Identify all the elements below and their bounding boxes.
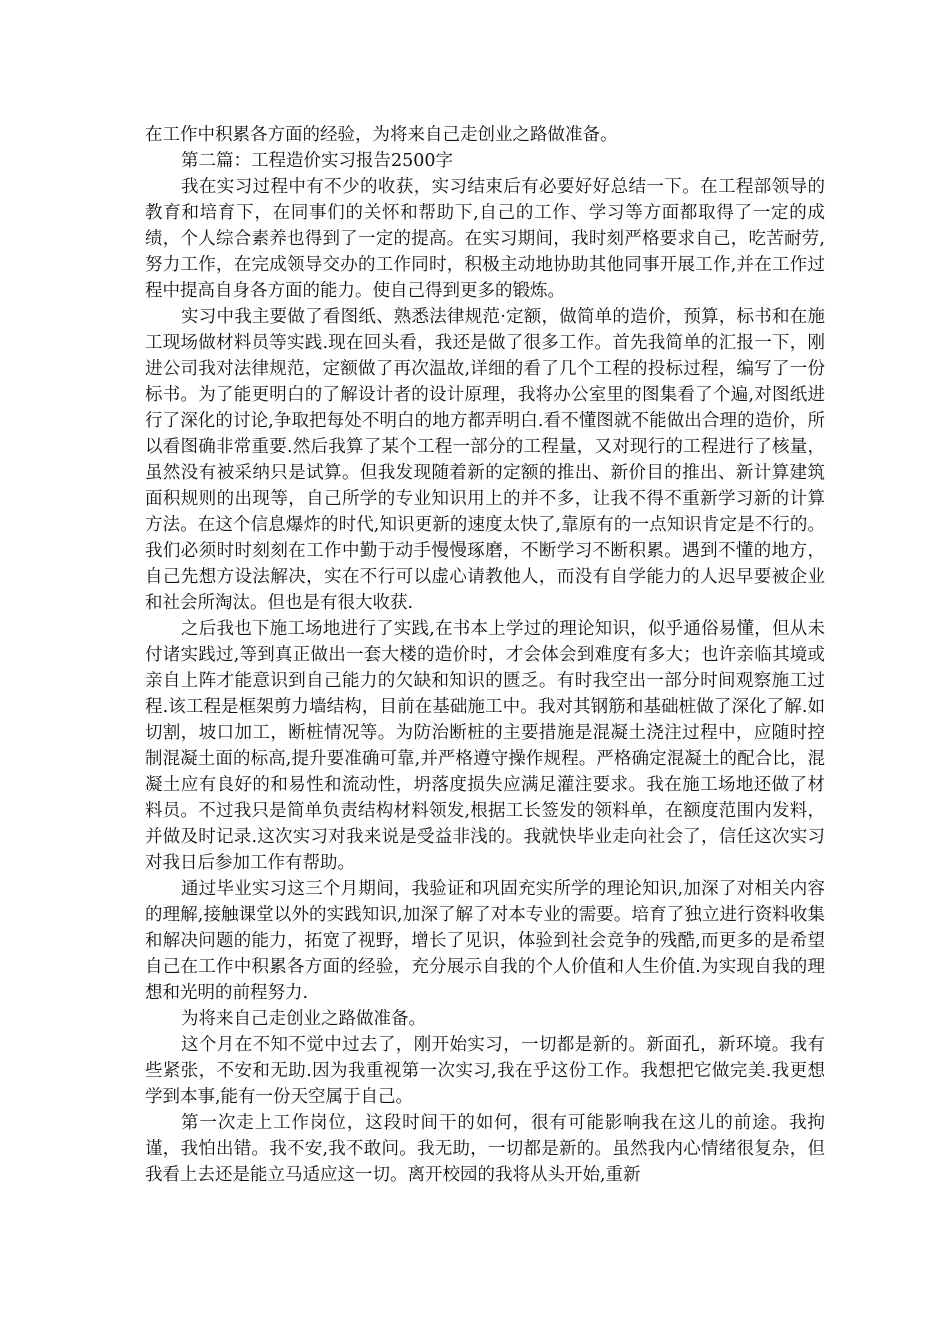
paragraph-3: 我在实习过程中有不少的收获，实习结束后有必要好好总结一下。在工程部领导的教育和培育下，在同事们的关怀和帮助下,自己的工作、学习等方面都取得了一定的成绩，个人综合素养也得到了一定的提高。在实习期间，我时刻严格要求自己，吃苦耐劳,努力工作，在完成领导交办的工作同时，积极主动地协助其他同事开展工作,并在工作过程中提高自身各方面的能力。使自己得到更多的锻炼。 bbox=[145, 177, 825, 301]
paragraph-1: 在工作中积累各方面的经验，为将来自己走创业之路做准备。 bbox=[145, 125, 618, 145]
paragraph-5: 之后我也下施工场地进行了实践,在书本上学过的理论知识，似乎通俗易懂，但从未付诸实践过,等到真正做出一套大楼的造价时，才会体会到难度有多大；也许亲临其境或亲自上阵才能意识到自己能力的欠缺和知识的匮乏。有时我空出一部分时间观察施工过程.该工程是框架剪力墙结构，目前在基础施工中。我对其钢筋和基础桩做了深化了解.如切割，坡口加工，断桩情况等。为防治断桩的主要措施是混凝土浇注过程中，应随时控制混凝土面的标高,提升要准确可靠,并严格遵守操作规程。严格确定混凝土的配合比，混凝土应有良好的和易性和流动性，坍落度损失应满足灌注要求。我在施工场地还做了材料员。不过我只是简单负责结构材料领发,根据工长签发的领料单，在额度范围内发料，并做及时记录.这次实习对我来说是受益非浅的。我就快毕业走向社会了，信任这次实习对我日后参加工作有帮助。 bbox=[145, 619, 825, 873]
paragraph-4: 实习中我主要做了看图纸、熟悉法律规范·定额，做简单的造价，预算，标书和在施工现场做材料员等实践.现在回头看，我还是做了很多工作。首先我简单的汇报一下，刚进公司我对法律规范，定额做了再次温故,详细的看了几个工程的投标过程，编写了一份标书。为了能更明白的了解设计者的设计原理，我将办公室里的图集看了个遍,对图纸进行了深化的讨论,争取把每处不明白的地方都弄明白.看不懂图就不能做出合理的造价，所以看图确非常重要.然后我算了某个工程一部分的工程量，又对现行的工程进行了核量，虽然没有被采纳只是试算。但我发现随着新的定额的推出、新价目的推出、新计算建筑面积规则的出现等，自己所学的专业知识用上的并不多，让我不得不重新学习新的计算方法。在这个信息爆炸的时代,知识更新的速度太快了,靠原有的一点知识肯定是不行的。我们必须时时刻刻在工作中勤于动手慢慢琢磨，不断学习不断积累。遇到不懂的地方，自己先想方设法解决，实在不行可以虚心请教他人，而没有自学能力的人迟早要被企业和社会所淘汰。但也是有很大收获. bbox=[145, 307, 825, 613]
paragraph-9: 第一次走上工作岗位，这段时间干的如何，很有可能影响我在这儿的前途。我拘谨，我怕出错。我不安,我不敢问。我无助，一切都是新的。虽然我内心情绪很复杂，但我看上去还是能立马适应这一切。离开校园的我将从头开始,重新 bbox=[145, 1113, 825, 1185]
paragraph-7: 为将来自己走创业之路做准备。 bbox=[181, 1009, 426, 1029]
document-body bbox=[145, 122, 825, 1188]
paragraph-8: 这个月在不知不觉中过去了，刚开始实习，一切都是新的。新面孔，新环境。我有些紧张，不安和无助.因为我重视第一次实习,我在乎这份工作。我想把它做完美.我更想学到本事,能有一份天空属于自己。 bbox=[145, 1035, 825, 1107]
paragraph-6: 通过毕业实习这三个月期间，我验证和巩固充实所学的理论知识,加深了对相关内容的理解,接触课堂以外的实践知识,加深了解了对本专业的需要。培育了独立进行资料收集和解决问题的能力，拓宽了视野，增长了见识，体验到社会竞争的残酷,而更多的是希望自己在工作中积累各方面的经验，充分展示自我的个人价值和人生价值.为实现自我的理想和光明的前程努力. bbox=[145, 879, 825, 1003]
section-heading: 第二篇：工程造价实习报告2500字 bbox=[181, 151, 454, 171]
